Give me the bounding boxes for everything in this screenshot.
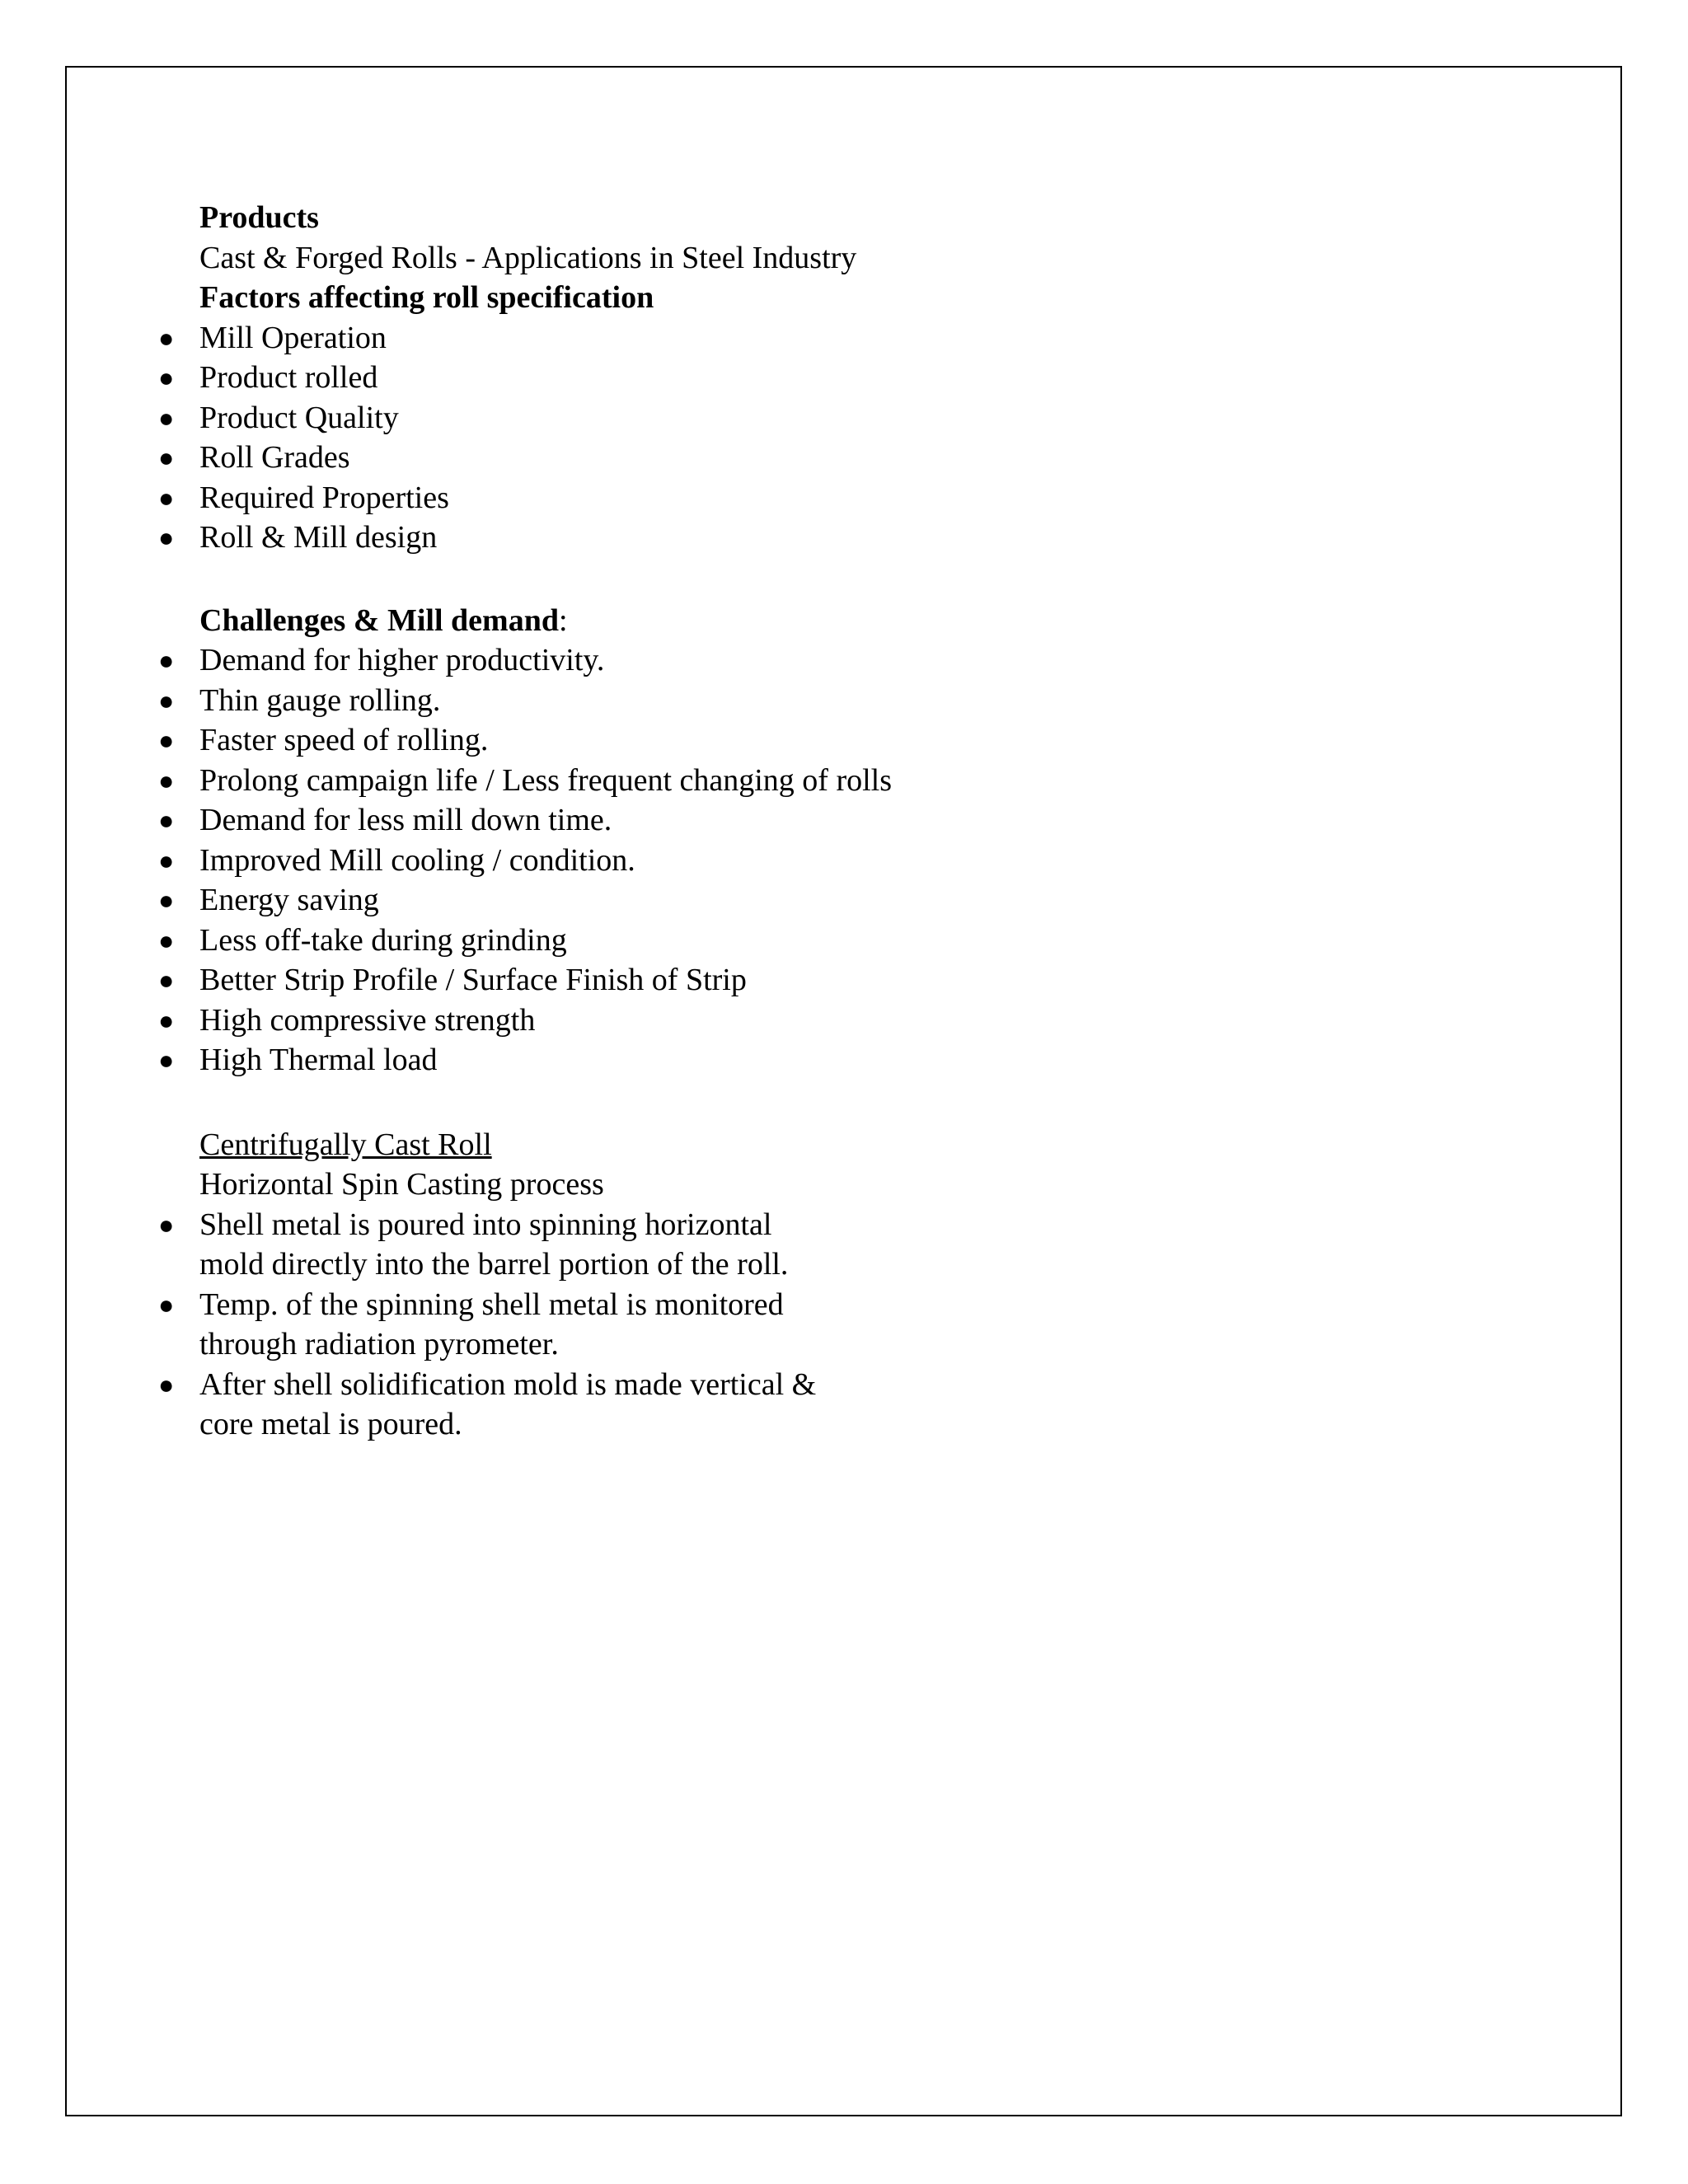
list-item: ● Product Quality <box>199 398 1518 438</box>
bullet-icon: ● <box>158 523 175 552</box>
bullet-icon: ● <box>158 885 175 915</box>
list-item: ● Roll & Mill design <box>199 518 1518 558</box>
factors-heading: Factors affecting roll specification <box>199 280 654 315</box>
list-item: ● Prolong campaign life / Less frequent changing of rolls <box>199 761 1518 801</box>
list-item: ● Faster speed of rolling. <box>199 720 1518 761</box>
bullet-icon: ● <box>158 443 175 472</box>
bullet-icon: ● <box>158 965 175 995</box>
list-item: ● Energy saving <box>199 880 1518 921</box>
bullet-icon: ● <box>158 1289 175 1319</box>
list-item: ● After shell solidification mold is made vertical & core metal is poured. <box>199 1365 1518 1445</box>
list-item: ● Thin gauge rolling. <box>199 681 1518 721</box>
list-item: ● Shell metal is poured into spinning horizontal mold directly into the barrel portion of the roll. <box>199 1205 1518 1285</box>
bullet-icon: ● <box>158 1045 175 1075</box>
bullet-icon: ● <box>158 402 175 433</box>
products-subtitle: Cast & Forged Rolls - Applications in Steel Industry <box>199 240 857 275</box>
factors-list <box>158 318 1518 558</box>
document-body <box>158 198 1518 1445</box>
bullet-icon: ● <box>158 925 175 955</box>
bullet-icon: ● <box>158 845 175 875</box>
list-item: ● Product rolled <box>199 358 1518 398</box>
process-steps-list <box>158 1205 1518 1445</box>
bullet-icon: ● <box>158 805 175 835</box>
bullet-icon: ● <box>158 322 175 353</box>
list-item: ● Temp. of the spinning shell metal is monitored through radiation pyrometer. <box>199 1285 1518 1365</box>
list-item: ● High Thermal load <box>199 1040 1518 1080</box>
list-item: ● Required Properties <box>199 478 1518 518</box>
bullet-icon: ● <box>158 1005 175 1035</box>
list-item: ● Demand for higher productivity. <box>199 640 1518 681</box>
bullet-icon: ● <box>158 765 175 795</box>
list-item: ● Demand for less mill down time. <box>199 800 1518 841</box>
bullet-icon: ● <box>158 1209 175 1240</box>
bullet-icon: ● <box>158 482 175 513</box>
process-heading: Horizontal Spin Casting process <box>199 1167 604 1202</box>
cast-roll-heading: Centrifugally Cast Roll <box>199 1127 492 1162</box>
list-item: ● Mill Operation <box>199 318 1518 359</box>
list-item: ● Less off-take during grinding <box>199 921 1518 961</box>
list-item: ● High compressive strength <box>199 1001 1518 1041</box>
bullet-icon: ● <box>158 725 175 755</box>
challenges-list <box>158 640 1518 1080</box>
challenges-heading: Challenges & Mill demand: <box>199 602 568 638</box>
list-item: ● Roll Grades <box>199 438 1518 478</box>
list-item: ● Improved Mill cooling / condition. <box>199 841 1518 881</box>
bullet-icon: ● <box>158 1369 175 1399</box>
bullet-icon: ● <box>158 363 175 392</box>
bullet-icon: ● <box>158 685 175 715</box>
list-item: ● Better Strip Profile / Surface Finish of Strip <box>199 960 1518 1001</box>
bullet-icon: ● <box>158 645 175 675</box>
products-heading: Products <box>199 200 319 235</box>
